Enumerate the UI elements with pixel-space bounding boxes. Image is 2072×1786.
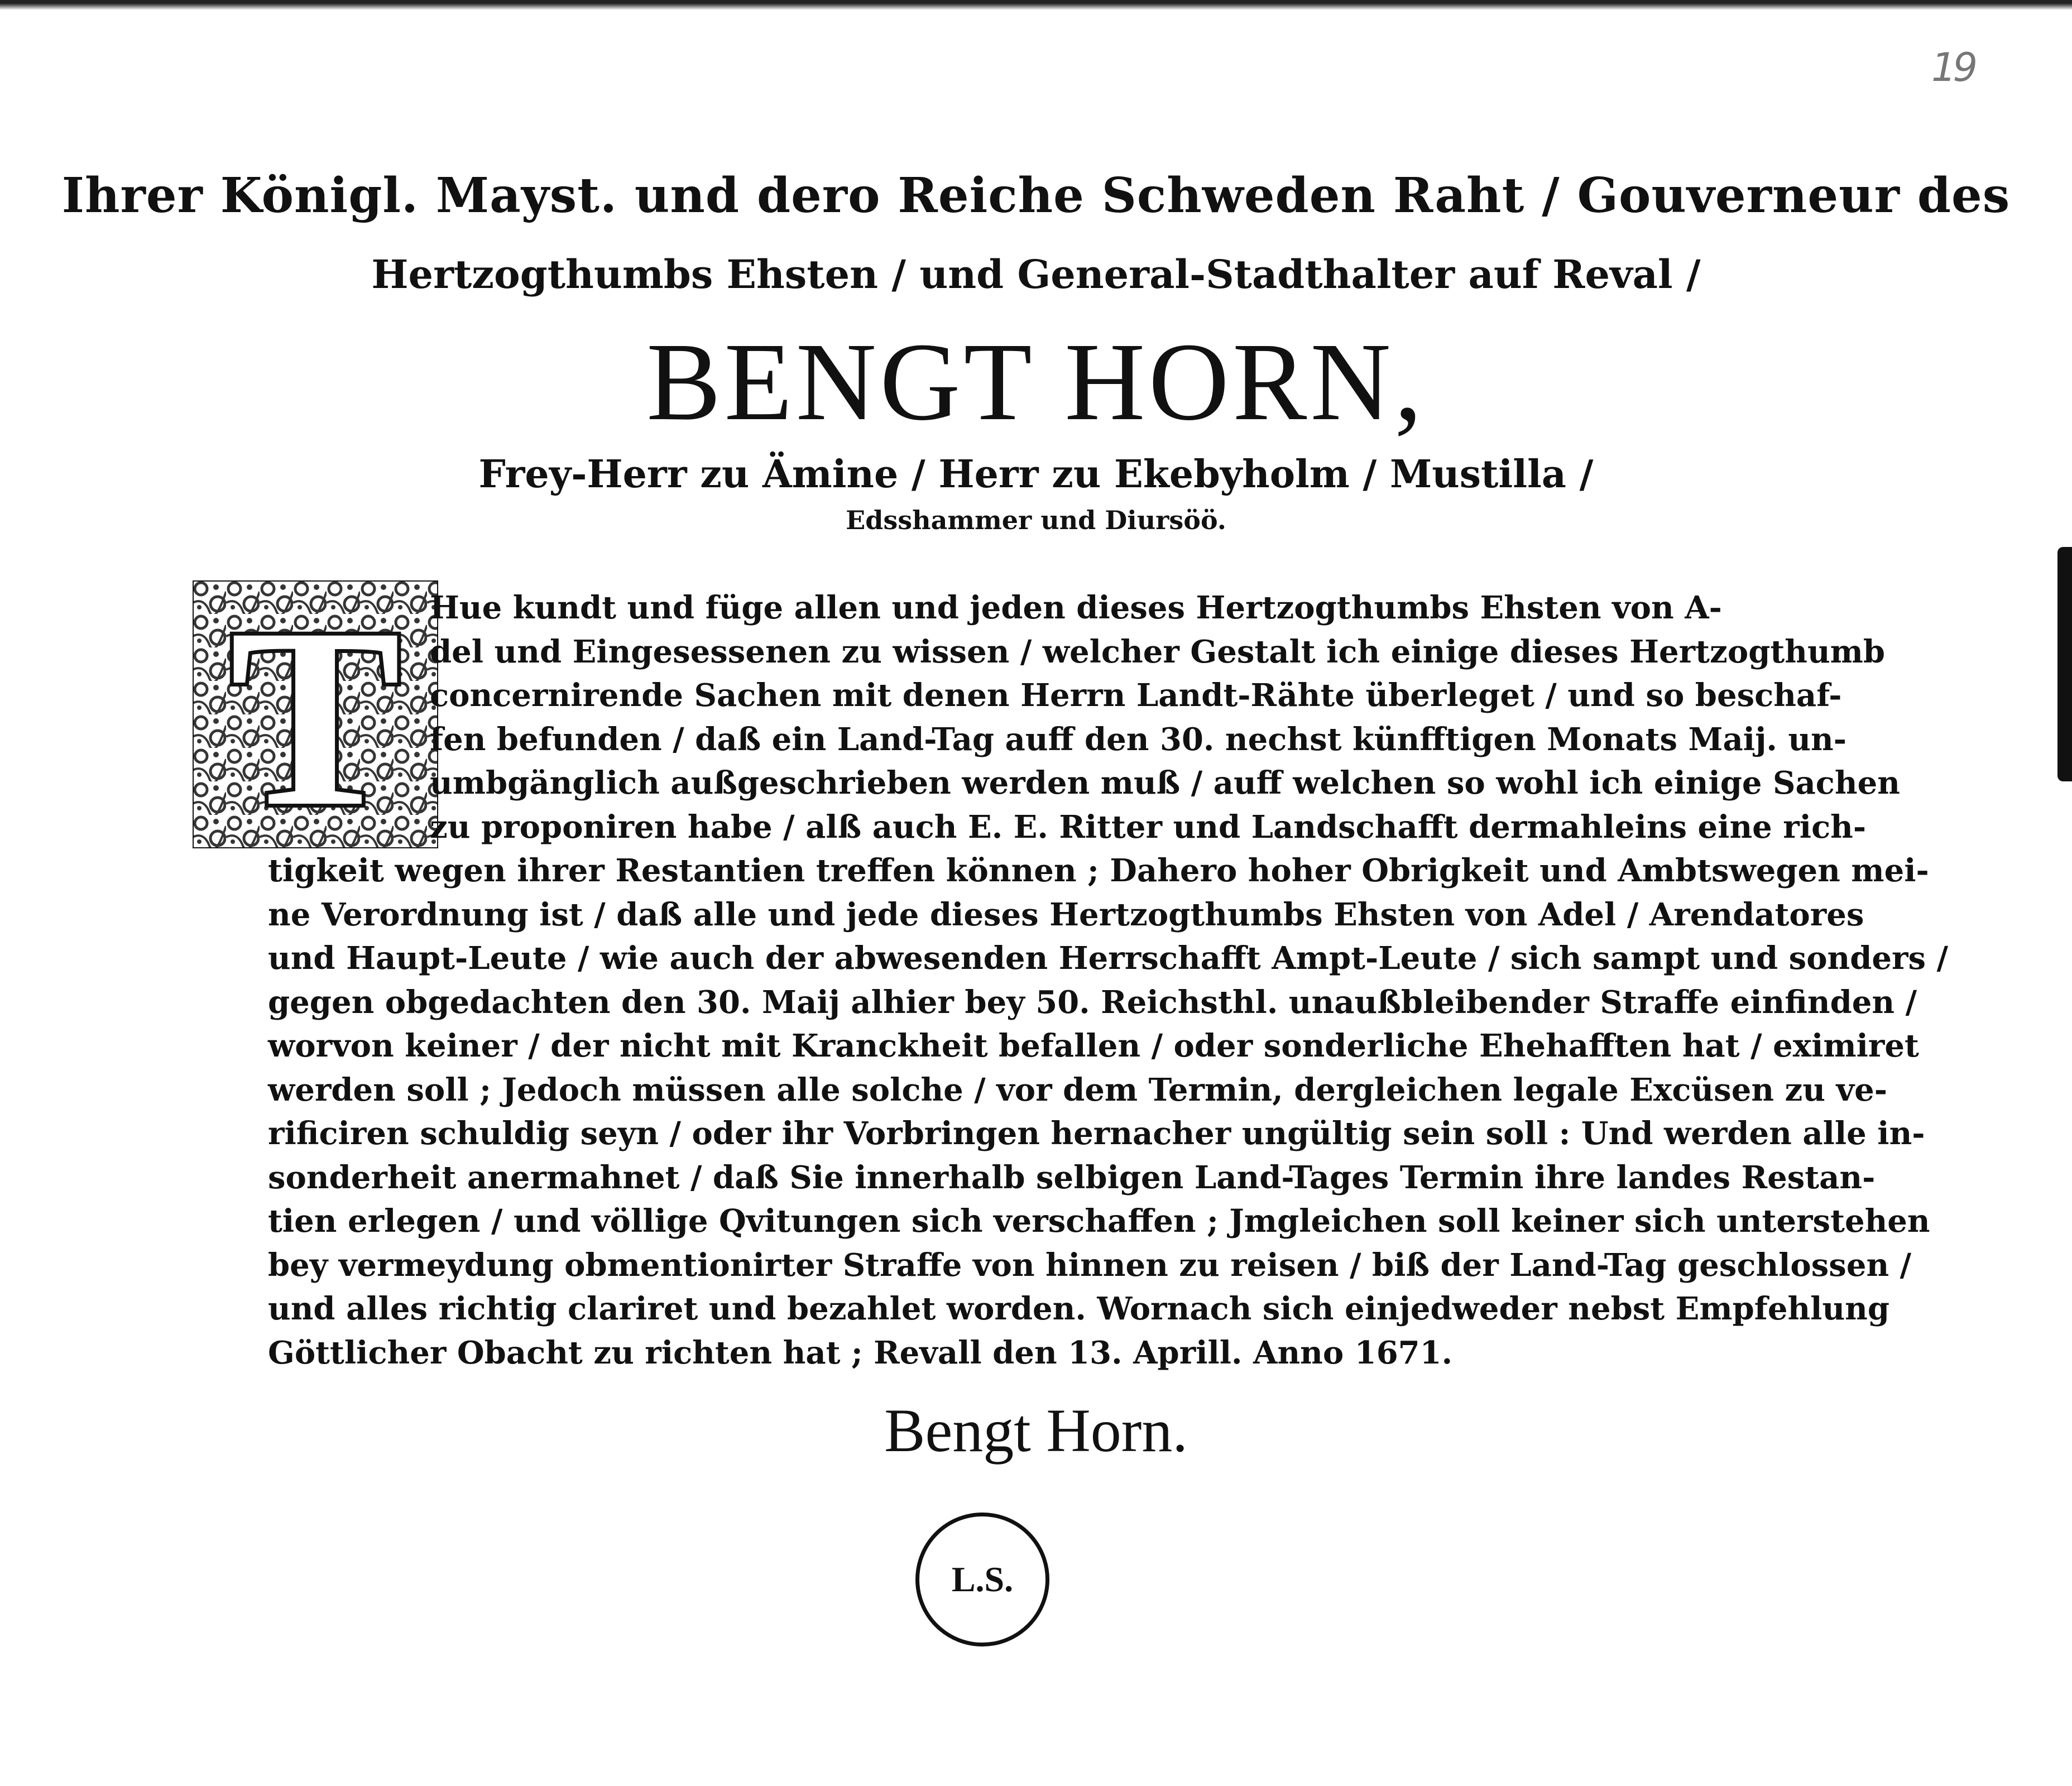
body-line: worvon keiner / der nicht mit Kranckheit befallen / oder sonderliche Ehehafften hat / eximiret bbox=[268, 1028, 1919, 1064]
seal-circle bbox=[915, 1513, 1049, 1646]
body-line: ne Verordnung ist / daß alle und jede dieses Hertzogthumbs Ehsten von Adel / Arendatores bbox=[268, 896, 1864, 933]
body-line: und Haupt-Leute / wie auch der abwesenden Herrschafft Ampt-Leute / sich sampt und sonders / bbox=[268, 940, 1949, 977]
scan-right-edge bbox=[2057, 547, 2072, 781]
body-line: tien erlegen / und völlige Qvitungen sich verschaffen ; Jmgleichen soll keiner sich unterstehen bbox=[268, 1203, 1930, 1240]
body-line: gegen obgedachten den 30. Maij alhier bey 50. Reichsthl. unaußbleibender Straffe einfinden / bbox=[268, 983, 1917, 1021]
scan-top-edge bbox=[0, 0, 2072, 10]
initial-letter: T bbox=[229, 580, 401, 848]
proclamation-body bbox=[268, 586, 1949, 1375]
folio-mark: 19 bbox=[1931, 45, 1975, 90]
titles-line-2: Edsshammer und Diursöö. bbox=[846, 505, 1226, 535]
body-line-closing: Göttlicher Obacht zu richten hat ; Revall den 13. Aprill. Anno 1671. bbox=[268, 1334, 1453, 1371]
seal-text: L.S. bbox=[951, 1559, 1014, 1599]
body-line: bey vermeydung obmentionirter Straffe von hinnen zu reisen / biß der Land-Tag geschlossen / bbox=[268, 1246, 1912, 1284]
body-line: sonderheit anermahnet / daß Sie innerhalb selbigen Land-Tages Termin ihre landes Restan- bbox=[268, 1159, 1876, 1196]
body-line: rificiren schuldig seyn / oder ihr Vorbringen hernacher ungültig sein soll : Und werden alle in- bbox=[268, 1115, 1925, 1152]
heading-line-2: Hertzogthumbs Ehsten / und General-Stadthalter auf Reval / bbox=[371, 251, 1701, 297]
signature: Bengt Horn. bbox=[884, 1396, 1188, 1465]
body-line: Hue kundt und füge allen und jeden dieses Hertzogthumbs Ehsten von A- bbox=[430, 589, 1722, 626]
heading-line-1: Ihrer Königl. Mayst. und dero Reiche Schweden Raht / Gouverneur des bbox=[61, 167, 2011, 224]
body-line: umbgänglich außgeschrieben werden muß / auff welchen so wohl ich einige Sachen bbox=[430, 765, 1900, 801]
body-line: zu proponiren habe / alß auch E. E. Ritter und Landschafft dermahleins eine rich- bbox=[430, 808, 1867, 846]
body-line: concernirende Sachen mit denen Herrn Landt-Rähte überleget / und so beschaf- bbox=[430, 677, 1842, 714]
body-line: werden soll ; Jedoch müssen alle solche / vor dem Termin, dergleichen legale Excüsen zu ve- bbox=[268, 1071, 1887, 1108]
body-line: und alles richtig clariret und bezahlet worden. Wornach sich einjedweder nebst Empfehlung bbox=[268, 1290, 1890, 1327]
governor-name: BENGT HORN, bbox=[646, 320, 1426, 444]
body-line: fen befunden / daß ein Land-Tag auff den 30. nechst künfftigen Monats Maij. un- bbox=[430, 721, 1846, 758]
body-line: tigkeit wegen ihrer Restantien treffen können ; Dahero hoher Obrigkeit und Ambtswegen mei- bbox=[268, 852, 1929, 889]
body-line: del und Eingesessenen zu wissen / welcher Gestalt ich einige dieses Hertzogthumb bbox=[430, 633, 1886, 670]
titles-line-1: Frey-Herr zu Ämine / Herr zu Ekebyholm / Mustilla / bbox=[478, 452, 1594, 497]
